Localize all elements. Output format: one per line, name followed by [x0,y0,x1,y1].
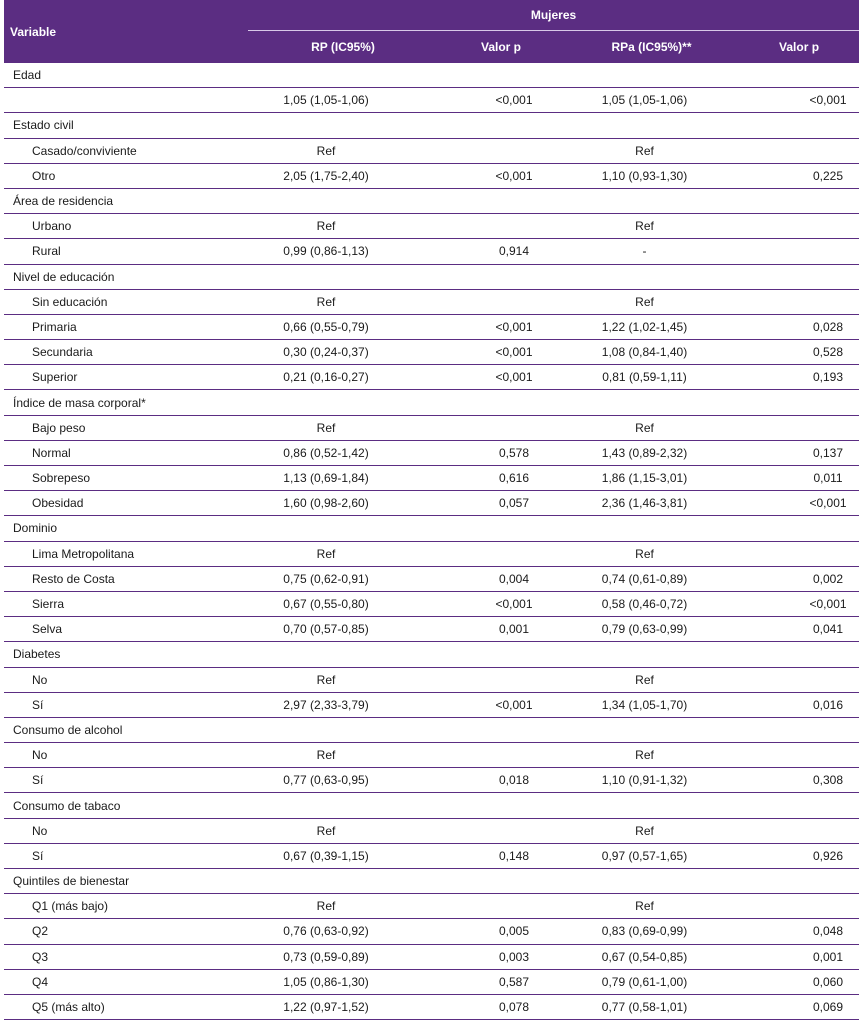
p-value-adjusted [739,289,859,314]
row-label: Bajo peso [4,415,248,440]
table-row [4,692,859,717]
rp-value: 1,22 (0,97-1,52) [248,994,438,1019]
rp-value: Ref [248,818,438,843]
rp-value: 0,67 (0,55-0,80) [248,591,438,616]
row-label: Rural [4,239,248,264]
category-row [4,516,859,541]
table-row [4,365,859,390]
prevalence-ratio-table [4,0,859,1020]
table-row [4,314,859,339]
row-label: Sobrepeso [4,466,248,491]
row-label: Casado/conviviente [4,138,248,163]
p-value-adjusted: 0,002 [739,566,859,591]
rpa-value: Ref [564,894,739,919]
rp-value: 0,76 (0,63-0,92) [248,919,438,944]
p-value-adjusted: <0,001 [739,88,859,113]
category-label: Dominio [4,516,859,541]
p-value-adjusted [739,818,859,843]
p-value-adjusted [739,743,859,768]
table-row [4,566,859,591]
p-value-adjusted: 0,048 [739,919,859,944]
rpa-value: 1,10 (0,91-1,32) [564,768,739,793]
rpa-value: 1,86 (1,15-3,01) [564,466,739,491]
row-label: Lima Metropolitana [4,541,248,566]
row-label: Normal [4,440,248,465]
header-p-value-1: Valor p [438,31,564,64]
rpa-value: 1,43 (0,89-2,32) [564,440,739,465]
table-row [4,415,859,440]
header-rp: RP (IC95%) [248,31,438,64]
rp-value: 1,05 (1,05-1,06) [248,88,438,113]
rp-value: 0,99 (0,86-1,13) [248,239,438,264]
table-row [4,214,859,239]
table-row [4,919,859,944]
p-value-adjusted: 0,308 [739,768,859,793]
rp-value: 1,05 (0,86-1,30) [248,969,438,994]
rp-value: Ref [248,541,438,566]
table-row [4,491,859,516]
p-value-adjusted: 0,137 [739,440,859,465]
rp-value: Ref [248,138,438,163]
rp-value: 2,05 (1,75-2,40) [248,163,438,188]
row-label: No [4,667,248,692]
p-value-adjusted: 0,193 [739,365,859,390]
p-value-crude: 0,148 [438,843,564,868]
p-value-crude: 0,001 [438,617,564,642]
p-value-adjusted: 0,060 [739,969,859,994]
table-row [4,289,859,314]
row-label: Selva [4,617,248,642]
p-value-crude: <0,001 [438,88,564,113]
category-row [4,869,859,894]
rpa-value: 1,34 (1,05-1,70) [564,692,739,717]
category-label: Área de residencia [4,188,859,213]
table-row [4,768,859,793]
table-row [4,743,859,768]
category-row [4,264,859,289]
table-row [4,340,859,365]
rpa-value: 0,97 (0,57-1,65) [564,843,739,868]
p-value-crude: 0,578 [438,440,564,465]
row-label: Resto de Costa [4,566,248,591]
rpa-value: 1,05 (1,05-1,06) [564,88,739,113]
row-label: Sin educación [4,289,248,314]
header-p-value-2: Valor p [739,31,859,64]
category-label: Nivel de educación [4,264,859,289]
p-value-crude: <0,001 [438,340,564,365]
rp-value: 0,30 (0,24-0,37) [248,340,438,365]
rpa-value: Ref [564,743,739,768]
rpa-value: Ref [564,415,739,440]
rpa-value: Ref [564,289,739,314]
rp-value: Ref [248,289,438,314]
p-value-adjusted [739,239,859,264]
category-row [4,113,859,138]
row-label: Obesidad [4,491,248,516]
p-value-adjusted: 0,069 [739,994,859,1019]
row-label: Q2 [4,919,248,944]
rp-value: 0,66 (0,55-0,79) [248,314,438,339]
p-value-adjusted: 0,028 [739,314,859,339]
rpa-value: Ref [564,667,739,692]
rp-value: 0,77 (0,63-0,95) [248,768,438,793]
category-label: Quintiles de bienestar [4,869,859,894]
rpa-value: - [564,239,739,264]
p-value-crude [438,541,564,566]
row-label: Sí [4,843,248,868]
p-value-crude: <0,001 [438,163,564,188]
table-body [4,63,859,1020]
category-label: Consumo de tabaco [4,793,859,818]
rp-value: 0,70 (0,57-0,85) [248,617,438,642]
table-row [4,994,859,1019]
header-variable: Variable [4,0,248,63]
rpa-value: 0,67 (0,54-0,85) [564,944,739,969]
table-row [4,843,859,868]
row-label: Q4 [4,969,248,994]
table-row [4,239,859,264]
p-value-crude: 0,018 [438,768,564,793]
rpa-value: 2,36 (1,46-3,81) [564,491,739,516]
p-value-crude [438,743,564,768]
table-row [4,466,859,491]
p-value-adjusted [739,415,859,440]
p-value-adjusted [739,541,859,566]
row-label: Secundaria [4,340,248,365]
rpa-value: Ref [564,541,739,566]
p-value-crude [438,214,564,239]
p-value-adjusted: <0,001 [739,491,859,516]
p-value-crude: 0,005 [438,919,564,944]
rp-value: 0,67 (0,39-1,15) [248,843,438,868]
rp-value: Ref [248,214,438,239]
p-value-crude: 0,004 [438,566,564,591]
rp-value: 0,75 (0,62-0,91) [248,566,438,591]
p-value-crude [438,138,564,163]
rpa-value: 0,83 (0,69-0,99) [564,919,739,944]
rpa-value: 1,08 (0,84-1,40) [564,340,739,365]
p-value-crude: 0,914 [438,239,564,264]
rp-value: 0,86 (0,52-1,42) [248,440,438,465]
header-rpa: RPa (IC95%)** [564,31,739,64]
p-value-crude: <0,001 [438,692,564,717]
rpa-value: 0,74 (0,61-0,89) [564,566,739,591]
p-value-adjusted: 0,225 [739,163,859,188]
category-row [4,63,859,88]
p-value-crude [438,818,564,843]
table-header [4,0,859,63]
category-row [4,642,859,667]
category-label: Diabetes [4,642,859,667]
table-row [4,591,859,616]
category-label: Estado civil [4,113,859,138]
table-row [4,138,859,163]
p-value-crude: 0,587 [438,969,564,994]
table-row [4,88,859,113]
row-label: Urbano [4,214,248,239]
p-value-crude: 0,057 [438,491,564,516]
rp-value: 1,13 (0,69-1,84) [248,466,438,491]
p-value-crude: 0,078 [438,994,564,1019]
table-row [4,617,859,642]
p-value-adjusted [739,138,859,163]
rpa-value: Ref [564,138,739,163]
category-label: Consumo de alcohol [4,717,859,742]
table-row [4,969,859,994]
p-value-adjusted [739,667,859,692]
p-value-adjusted [739,214,859,239]
rpa-value: 1,22 (1,02-1,45) [564,314,739,339]
p-value-crude [438,289,564,314]
row-label: Q5 (más alto) [4,994,248,1019]
table-row [4,818,859,843]
row-label: Sí [4,768,248,793]
rp-value: 0,21 (0,16-0,27) [248,365,438,390]
rp-value: 1,60 (0,98-2,60) [248,491,438,516]
p-value-adjusted [739,894,859,919]
row-label: Superior [4,365,248,390]
category-label: Edad [4,63,859,88]
rpa-value: 0,79 (0,63-0,99) [564,617,739,642]
p-value-adjusted: 0,528 [739,340,859,365]
table-row [4,944,859,969]
category-row [4,717,859,742]
p-value-crude [438,894,564,919]
p-value-crude [438,415,564,440]
table-row [4,894,859,919]
table-row [4,667,859,692]
rp-value: Ref [248,415,438,440]
p-value-adjusted: 0,016 [739,692,859,717]
row-label: Primaria [4,314,248,339]
row-label: Sí [4,692,248,717]
rp-value: 2,97 (2,33-3,79) [248,692,438,717]
p-value-adjusted: 0,926 [739,843,859,868]
rpa-value: Ref [564,818,739,843]
rp-value: 0,73 (0,59-0,89) [248,944,438,969]
category-row [4,390,859,415]
rpa-value: 0,81 (0,59-1,11) [564,365,739,390]
p-value-crude [438,667,564,692]
p-value-adjusted: 0,011 [739,466,859,491]
table-row [4,541,859,566]
row-label: No [4,743,248,768]
p-value-adjusted: 0,041 [739,617,859,642]
category-row [4,188,859,213]
rpa-value: Ref [564,214,739,239]
p-value-crude: <0,001 [438,591,564,616]
rp-value: Ref [248,894,438,919]
rpa-value: 0,58 (0,46-0,72) [564,591,739,616]
header-group-mujeres: Mujeres [248,0,859,31]
row-label: Otro [4,163,248,188]
rpa-value: 0,79 (0,61-1,00) [564,969,739,994]
row-label [4,88,248,113]
category-label: Índice de masa corporal* [4,390,859,415]
rpa-value: 0,77 (0,58-1,01) [564,994,739,1019]
p-value-adjusted: 0,001 [739,944,859,969]
p-value-crude: 0,003 [438,944,564,969]
row-label: Sierra [4,591,248,616]
rp-value: Ref [248,667,438,692]
p-value-crude: <0,001 [438,314,564,339]
table-row [4,440,859,465]
rpa-value: 1,10 (0,93-1,30) [564,163,739,188]
category-row [4,793,859,818]
row-label: Q3 [4,944,248,969]
rp-value: Ref [248,743,438,768]
p-value-adjusted: <0,001 [739,591,859,616]
row-label: Q1 (más bajo) [4,894,248,919]
p-value-crude: <0,001 [438,365,564,390]
table-row [4,163,859,188]
p-value-crude: 0,616 [438,466,564,491]
row-label: No [4,818,248,843]
